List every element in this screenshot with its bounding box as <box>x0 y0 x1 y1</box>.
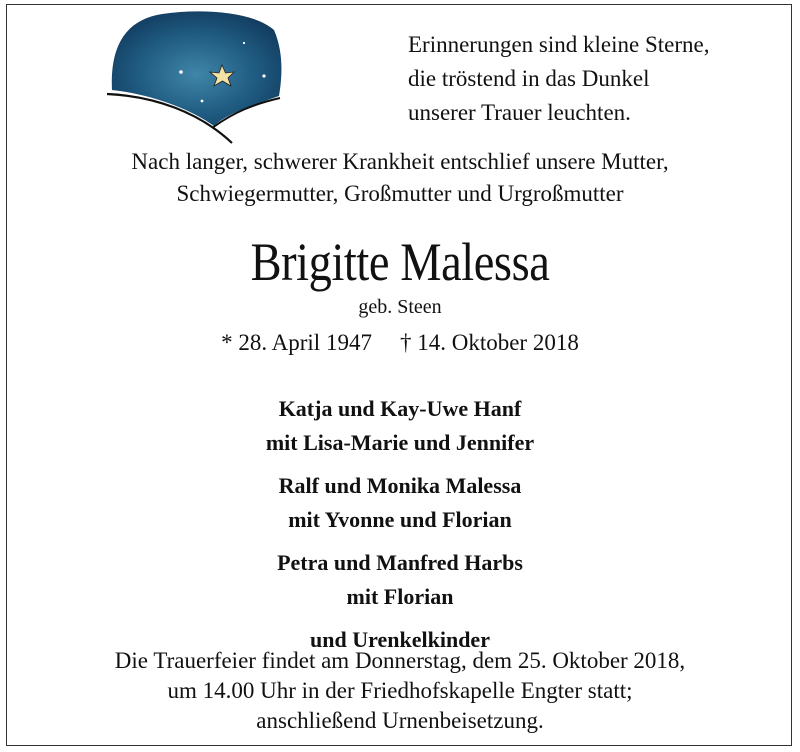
death-date: † 14. Oktober 2018 <box>399 330 579 355</box>
mourner-group <box>0 469 800 537</box>
night-sky-shape <box>112 11 282 126</box>
funeral-line: anschließend Urnenbeisetzung. <box>256 708 544 733</box>
deceased-name: Brigitte Malessa <box>250 232 550 292</box>
birth-name: geb. Steen <box>358 296 442 318</box>
small-star-icon <box>262 74 265 77</box>
small-star-icon <box>243 42 245 44</box>
poem-line: Erinnerungen sind kleine Sterne, <box>408 32 710 57</box>
mourner-children: mit Lisa-Marie und Jennifer <box>265 430 535 455</box>
intro-line: Schwiegermutter, Großmutter und Urgroßmutter <box>176 181 624 206</box>
birth-date: * 28. April 1947 <box>221 330 372 355</box>
small-star-icon <box>201 100 204 103</box>
small-star-icon <box>179 70 183 74</box>
mourner-names: Petra und Manfred Harbs <box>277 550 523 575</box>
poem-line: unserer Trauer leuchten. <box>408 100 631 125</box>
funeral-line: Die Trauerfeier findet am Donnerstag, dem 25. Oktober 2018, <box>114 648 686 673</box>
mourners-list <box>0 392 800 666</box>
poem-verse <box>408 28 768 130</box>
funeral-details <box>0 646 800 736</box>
mourner-group <box>0 392 800 460</box>
funeral-line: um 14.00 Uhr in der Friedhofskapelle Engter statt; <box>167 678 633 703</box>
night-sky-star-emblem <box>104 8 284 148</box>
life-dates <box>0 328 800 358</box>
mourner-children: mit Yvonne und Florian <box>288 507 512 532</box>
intro-line: Nach langer, schwerer Krankheit entschlief unsere Mutter, <box>131 149 669 174</box>
mourner-names: und Urenkelkinder <box>310 627 490 652</box>
mourner-children: mit Florian <box>346 584 454 609</box>
mourner-names: Katja und Kay-Uwe Hanf <box>278 396 522 421</box>
mourner-group <box>0 546 800 614</box>
announcement-intro <box>0 146 800 210</box>
mourner-names: Ralf und Monika Malessa <box>278 473 522 498</box>
poem-line: die tröstend in das Dunkel <box>408 66 650 91</box>
